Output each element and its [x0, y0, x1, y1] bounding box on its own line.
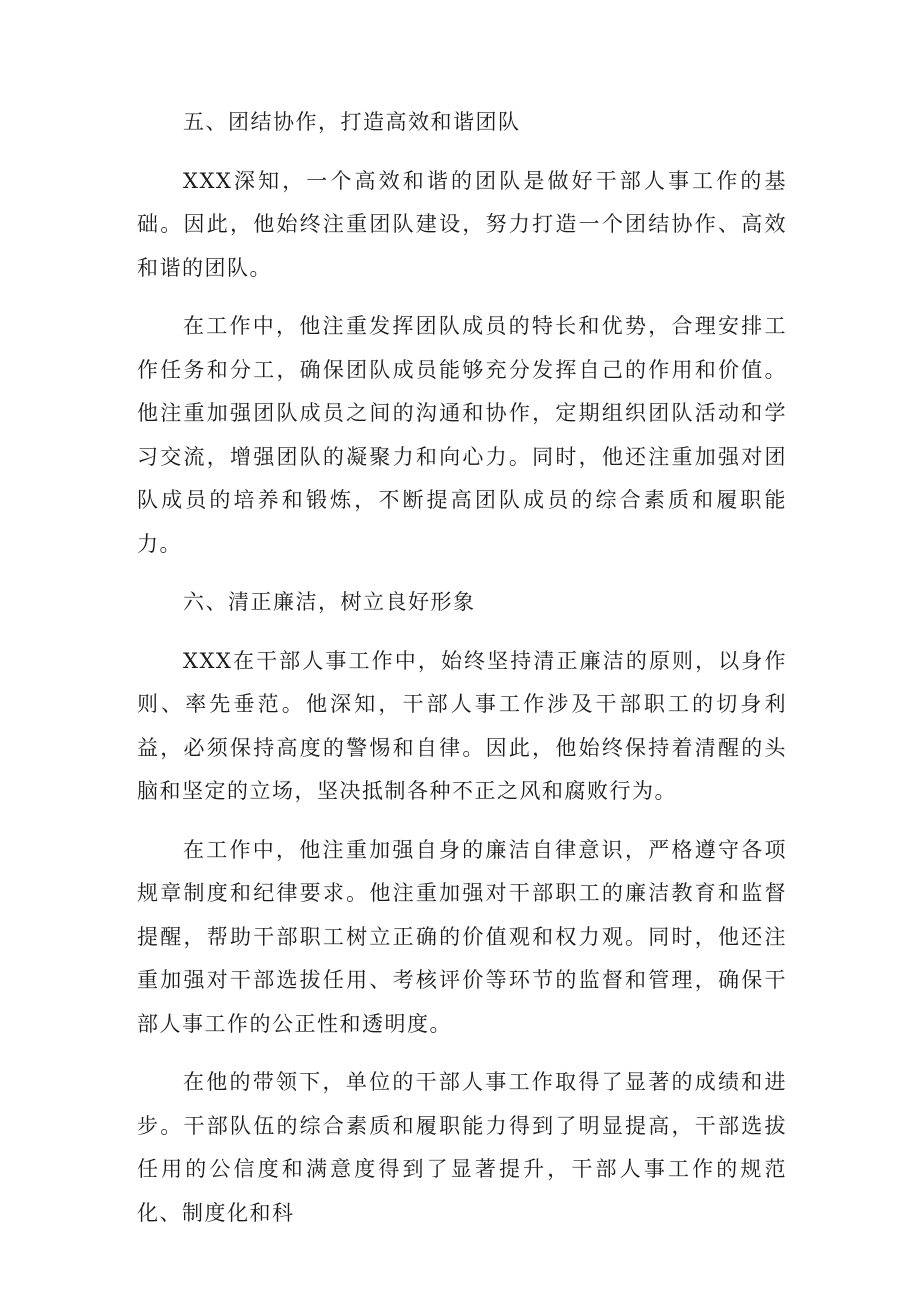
section-heading-6: 六、清正廉洁，树立良好形象: [183, 590, 476, 614]
document-body: [137, 101, 787, 1250]
paragraph: XXX深知，一个高效和谐的团队是做好干部人事工作的基础。因此，他始终注重团队建设，努力打造一个团结协作、高效和谐的团队。: [137, 168, 787, 280]
section-heading-5: 五、团结协作，打造高效和谐团队: [183, 110, 521, 134]
paragraph: 在他的带领下，单位的干部人事工作取得了显著的成绩和进步。干部队伍的综合素质和履职能力得到了明显提高，干部选拔任用的公信度和满意度得到了显著提升，干部人事工作的规范化、制度化和科: [137, 1070, 787, 1225]
paragraph: XXX在干部人事工作中，始终坚持清正廉洁的原则，以身作则、率先垂范。他深知，干部人事工作涉及干部职工的切身利益，必须保持高度的警惕和自律。因此，他始终保持着清醒的头脑和坚定的立场，坚决抵制各种不正之风和腐败行为。: [137, 648, 787, 803]
paragraph: 在工作中，他注重加强自身的廉洁自律意识，严格遵守各项规章制度和纪律要求。他注重加强对干部职工的廉洁教育和监督提醒，帮助干部职工树立正确的价值观和权力观。同时，他还注重加强对干部选拔任用、考核评价等环节的监督和管理，确保干部人事工作的公正性和透明度。: [137, 837, 787, 1036]
paragraph: 在工作中，他注重发挥团队成员的特长和优势，合理安排工作任务和分工，确保团队成员能够充分发挥自己的作用和价值。他注重加强团队成员之间的沟通和协作，定期组织团队活动和学习交流，增强团队的凝聚力和向心力。同时，他还注重加强对团队成员的培养和锻炼，不断提高团队成员的综合素质和履职能力。: [137, 314, 787, 556]
